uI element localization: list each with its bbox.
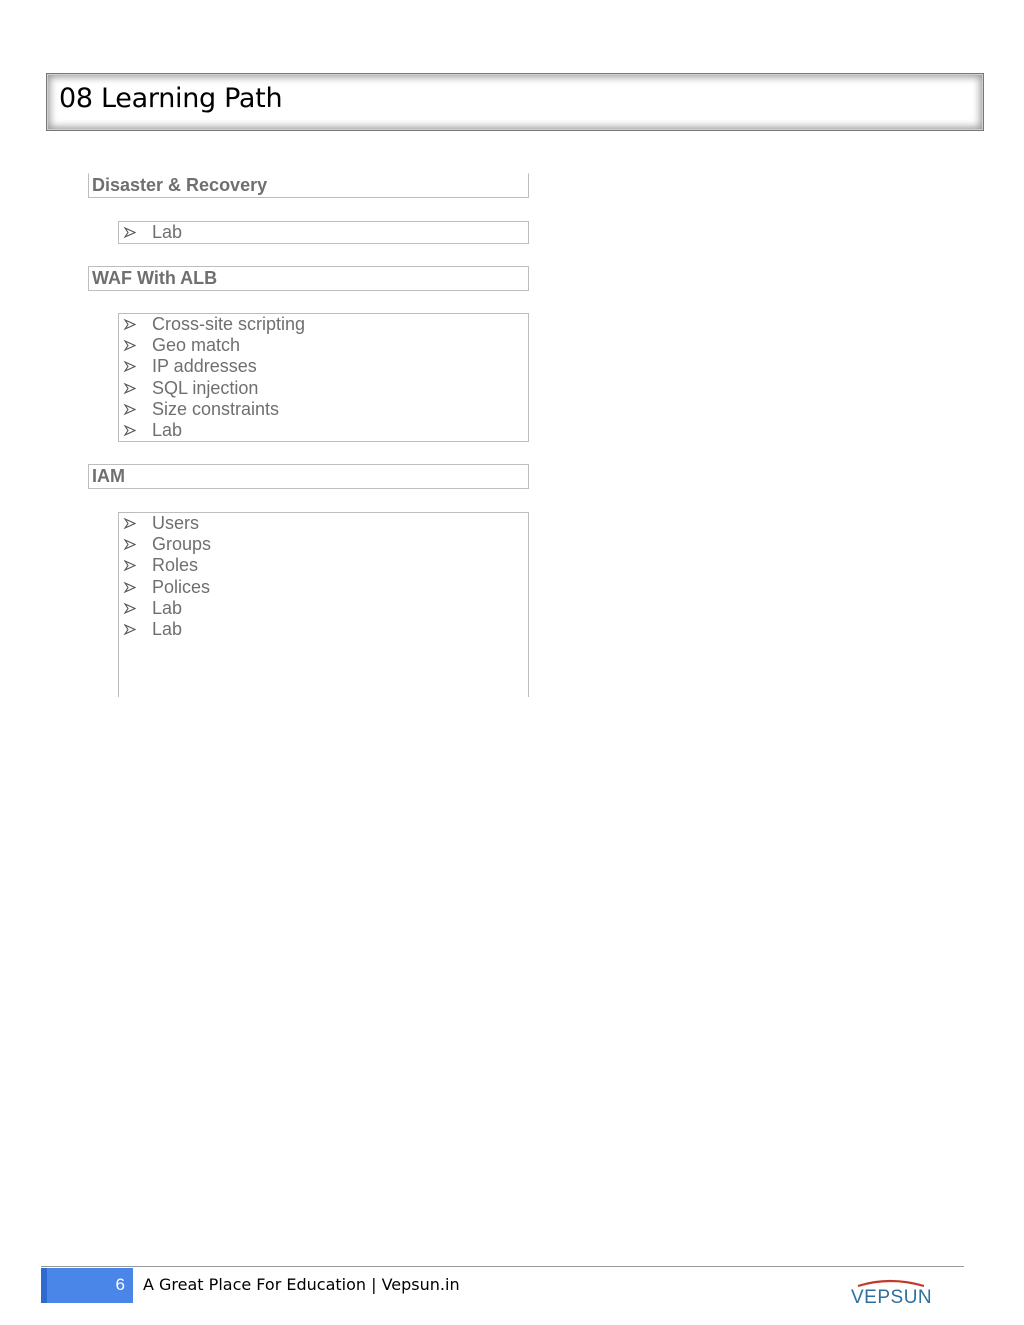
list-item-label: Groups: [152, 534, 212, 555]
list-item: [119, 598, 528, 619]
footer-text: A Great Place For Education | Vepsun.in: [143, 1275, 460, 1294]
arrowhead-bullet-icon: [123, 619, 137, 640]
arrowhead-bullet-icon: [123, 356, 137, 377]
list-item: [119, 356, 528, 377]
arrowhead-bullet-icon: [123, 555, 137, 576]
list-item: [119, 619, 528, 640]
list-item: [119, 399, 528, 420]
list-item-label: IP addresses: [152, 356, 257, 377]
list-item-label: Lab: [152, 618, 183, 639]
list-item-label: Cross-site scripting: [152, 314, 306, 334]
list-item: [119, 534, 528, 555]
arrowhead-bullet-icon: [123, 420, 137, 441]
list-item: [119, 222, 528, 243]
section-items-waf-with-alb: [118, 313, 529, 442]
section-items-disaster-recovery: [118, 221, 529, 244]
section-heading-disaster-recovery: Disaster & Recovery: [88, 173, 529, 198]
list-item-label: Lab: [152, 597, 183, 618]
section-items-iam: [118, 512, 529, 697]
arrowhead-bullet-icon: [123, 513, 137, 534]
title-box: [46, 73, 984, 131]
logo-text: VEPSUN: [851, 1287, 932, 1308]
arrowhead-bullet-icon: [123, 222, 137, 243]
list-item-label: Users: [152, 513, 200, 533]
arrowhead-bullet-icon: [123, 378, 137, 399]
list-item: [119, 513, 528, 534]
list-item: [119, 555, 528, 576]
page-number: 6: [115, 1275, 125, 1294]
vepsun-logo: [848, 1278, 932, 1308]
list-item: [119, 577, 528, 598]
section-heading-iam: IAM: [88, 464, 529, 489]
list-item-label: Roles: [152, 555, 199, 576]
list-item: [119, 335, 528, 356]
arrowhead-bullet-icon: [123, 534, 137, 555]
page-number-box: [41, 1268, 133, 1303]
arrowhead-bullet-icon: [123, 335, 137, 356]
arrowhead-bullet-icon: [123, 314, 137, 335]
arrowhead-bullet-icon: [123, 399, 137, 420]
list-item-label: Size constraints: [152, 398, 280, 419]
list-item-label: Polices: [152, 576, 211, 597]
list-item-label: Geo match: [152, 335, 241, 356]
list-item-label: Lab: [152, 419, 183, 440]
page-title: 08 Learning Path: [59, 83, 283, 114]
arrowhead-bullet-icon: [123, 577, 137, 598]
list-item-label: SQL injection: [152, 377, 259, 398]
list-item: [119, 314, 528, 335]
list-item: [119, 378, 528, 399]
arrowhead-bullet-icon: [123, 598, 137, 619]
list-item: [119, 420, 528, 441]
list-item-label: Lab: [152, 222, 183, 242]
footer-divider: [41, 1266, 964, 1267]
section-heading-waf-with-alb: WAF With ALB: [88, 266, 529, 291]
